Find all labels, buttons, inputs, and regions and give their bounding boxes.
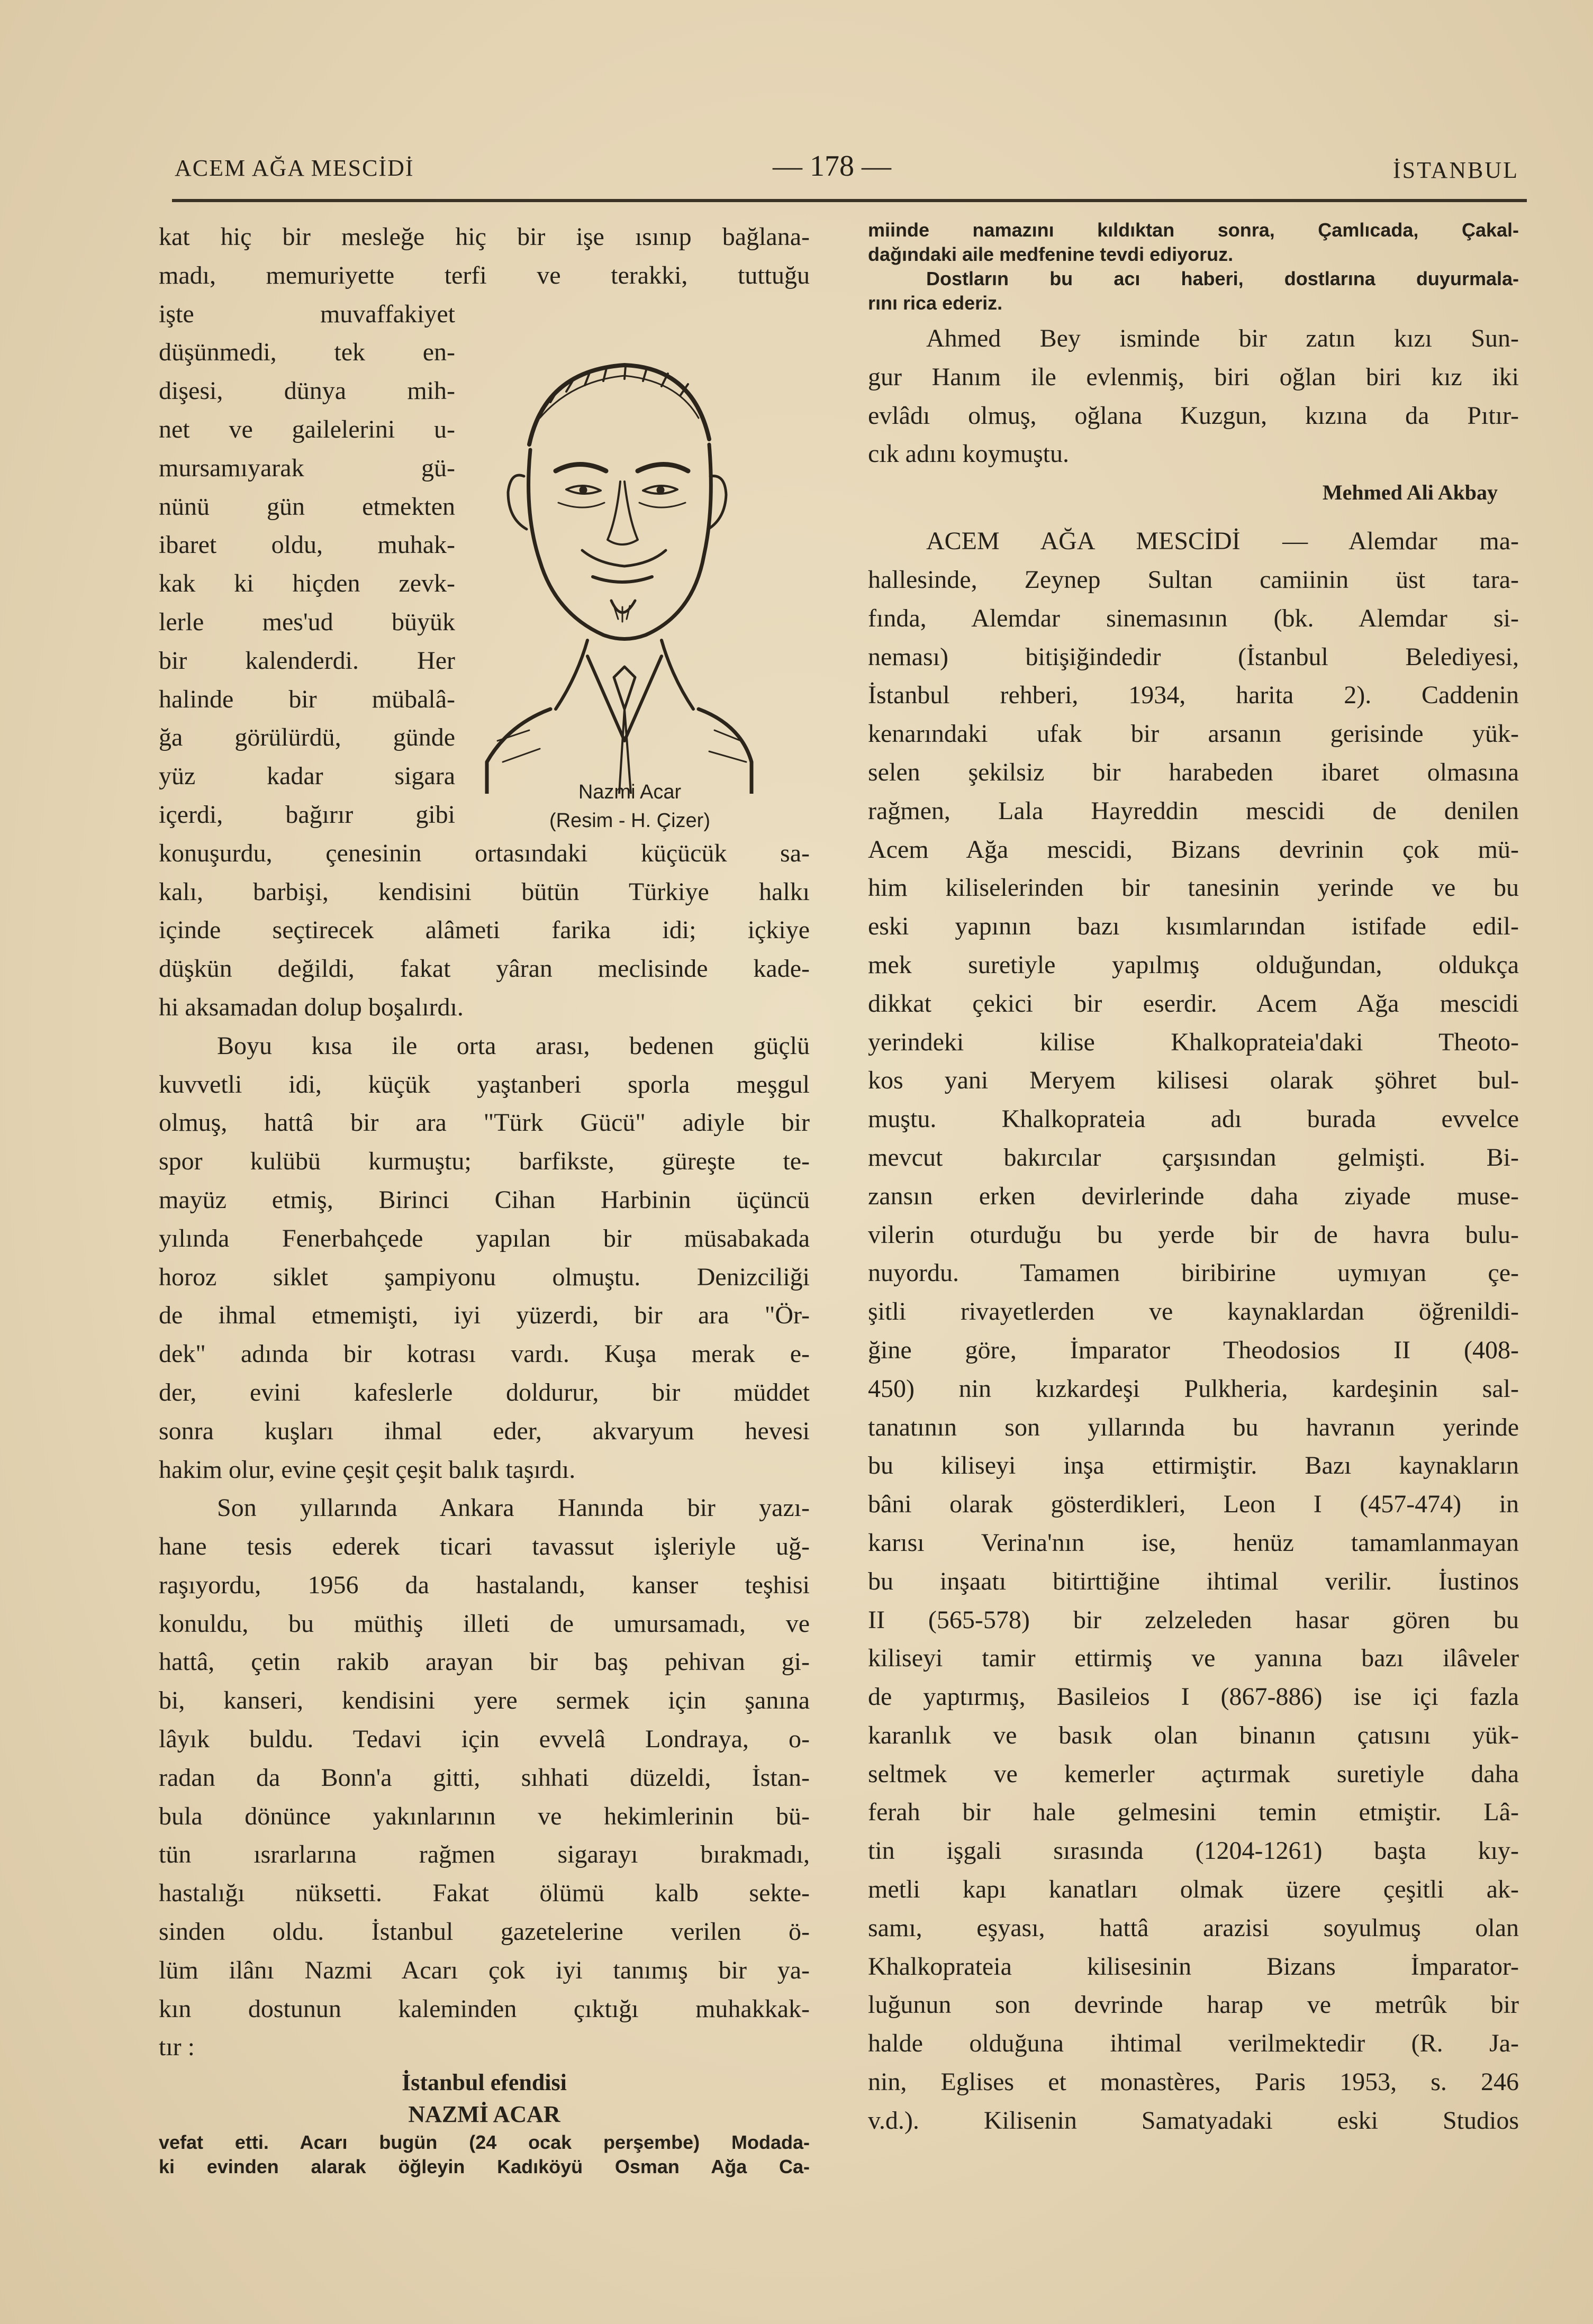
text-line: cık adını koymuştu. — [868, 440, 1069, 468]
notice-line: ki evinden alarak öğleyin Kadıköyü Osman Ağa Ca- — [159, 2156, 810, 2178]
text-line: ferah bir hale gelmesini temin etmiştir. Lâ- — [868, 1798, 1519, 1827]
right-column — [868, 218, 1519, 2140]
text-line: muştu. Khalkoprateia adı burada evvelce — [868, 1105, 1519, 1133]
text-line: dikkat çekici bir eserdir. Acem Ağa mescidi — [868, 989, 1519, 1018]
text-line: hane tesis ederek ticari tavassut işleriyle uğ- — [159, 1532, 810, 1561]
text-line: luğunun son devrinde harap ve metrûk bir — [868, 1991, 1519, 2019]
text-line: evlâdı olmuş, oğlana Kuzgun, kızına da Pıtır- — [868, 401, 1519, 430]
page-number: — 178 — — [773, 150, 891, 183]
text-line: hakim olur, evine çeşit çeşit balık taşırdı. — [159, 1455, 576, 1484]
text-line: kiliseyi tamir ettirmiş ve yanına bazı ilâveler — [868, 1644, 1519, 1673]
text-line: İstanbul rehberi, 1934, harita 2). Caddenin — [868, 681, 1519, 710]
text-line: yılında Fenerbahçede yapılan bir müsabakada — [159, 1224, 810, 1252]
text-line: Boyu kısa ile orta arası, bedenen güçlü — [217, 1031, 810, 1060]
text-line: tır : — [159, 2033, 195, 2062]
running-head — [175, 149, 1519, 192]
notice-line: dağındaki aile medfenine tevdi ediyoruz. — [868, 243, 1234, 265]
text-line: lâyık buldu. Tedavi için evvelâ Londraya, o- — [159, 1725, 810, 1754]
entry-heading-line: ACEM AĞA MESCİDİ — Alemdar ma- — [926, 527, 1519, 556]
text-line: Khalkoprateia kilisesinin Bizans İmparator- — [868, 1952, 1519, 1981]
text-line: bu inşaatı bitirttiğine ihtimal verilir. İustinos — [868, 1567, 1519, 1595]
text-line: sinden oldu. İstanbul gazetelerine verilen ö- — [159, 1918, 810, 1946]
text-line: kuvvetli idi, küçük yaştanberi sporla meşgul — [159, 1070, 810, 1099]
text-line: düşünmedi, tek en- — [159, 338, 455, 367]
text-line: radan da Bonn'a gitti, sıhhati düzeldi, İstan- — [159, 1763, 810, 1792]
text-line: der, evini kafeslerle doldurur, bir müddet — [159, 1378, 810, 1406]
text-line: hastalığı nüksetti. Fakat ölümü kalb sekte- — [159, 1879, 810, 1908]
text-line: metli kapı kanatları olmak üzere çeşitli ak- — [868, 1875, 1519, 1904]
caption-name: Nazmi Acar — [578, 781, 682, 803]
text-line: gur Hanım ile evlenmiş, biri oğlan biri kız iki — [868, 362, 1519, 391]
text-line: lüm ilânı Nazmi Acarı çok iyi tanımış bir ya- — [159, 1956, 810, 1984]
text-line: halinde bir mübalâ- — [159, 685, 455, 713]
text-line: olmuş, hattâ bir ara "Türk Gücü" adiyle bir — [159, 1109, 810, 1137]
text-line: eski yapının bazı kısımlarından istifade edil- — [868, 912, 1519, 941]
text-line: Ahmed Bey isminde bir zatın kızı Sun- — [926, 324, 1519, 352]
text-line: yerindeki kilise Khalkoprateia'daki Theoto- — [868, 1028, 1519, 1056]
text-line: içerdi, bağırır gibi — [159, 800, 455, 829]
header-entry-title: ACEM AĞA MESCİDİ — [175, 155, 414, 181]
text-line: lerle mes'ud büyük — [159, 607, 455, 636]
text-line: madı, memuriyette terfi ve terakki, tuttuğu — [159, 261, 810, 289]
header-rule — [172, 199, 1527, 202]
text-line: v.d.). Kilisenin Samatyadaki eski Studios — [868, 2106, 1519, 2135]
notice-line: rını rica ederiz. — [868, 292, 1003, 314]
portrait-sketch — [466, 339, 762, 794]
text-line: konuşurdu, çenesinin ortasındaki küçücük sa- — [159, 839, 810, 867]
text-line: içinde seçtirecek alâmeti farika idi; içkiye — [159, 916, 810, 945]
text-line: hattâ, çetin rakib arayan bir baş pehivan gi- — [159, 1648, 810, 1676]
text-line: spor kulübü kurmuştu; barfikste, güreşte te- — [159, 1147, 810, 1176]
text-line: nin, Eglises et monastères, Paris 1953, s. 246 — [868, 2068, 1519, 2096]
notice-line: vefat etti. Acarı bugün (24 ocak perşembe) Modada- — [159, 2131, 810, 2154]
text-line: nünü gün etmekten — [159, 492, 455, 521]
text-line: de yaptırmış, Basileios I (867-886) ise içi fazla — [868, 1683, 1519, 1711]
text-line: nuyordu. Tamamen biribirine uymıyan çe- — [868, 1259, 1519, 1287]
text-line: işte muvaffakiyet — [159, 299, 455, 328]
text-line: selen şekilsiz bir harabeden ibaret olmasına — [868, 758, 1519, 786]
text-line: tin işgali sırasında (1204-1261) başta kıy- — [868, 1837, 1519, 1865]
text-line: halde olduğuna ihtimal verilmektedir (R. Ja- — [868, 2029, 1519, 2058]
text-line: bi, kanseri, kendisini yere sermek için şanına — [159, 1686, 810, 1715]
text-line: de ihmal etmemişti, iyi yüzerdi, bir ara "Ör- — [159, 1301, 810, 1330]
left-body — [159, 834, 810, 2067]
text-line: vilerin oturduğu bu yerde bir de havra bulu- — [868, 1220, 1519, 1249]
caption-credit: (Resim - H. Çizer) — [549, 810, 710, 832]
text-line: düşkün değildi, fakat yâran meclisinde kade- — [159, 955, 810, 983]
text-line: seltmek ve kemerler açtırmak suretiyle daha — [868, 1759, 1519, 1788]
text-line: rağmen, Lala Hayreddin mescidi de denilen — [868, 796, 1519, 825]
text-line: kos yani Meryem kilisesi olarak şöhret bul- — [868, 1066, 1519, 1095]
text-line: II (565-578) bir zelzeleden hasar gören bu — [868, 1605, 1519, 1634]
text-line: bir kalenderdi. Her — [159, 646, 455, 675]
notice-line: miinde namazını kıldıktan sonra, Çamlıcada, Çakal- — [868, 219, 1519, 241]
text-line: kalı, barbişi, kendisini bütün Türkiye halkı — [159, 877, 810, 906]
text-line: bâni olarak gösterdikleri, Leon I (457-474) in — [868, 1490, 1519, 1519]
text-line: mayüz etmiş, Birinci Cihan Harbinin üçüncü — [159, 1185, 810, 1214]
text-line: tün ısrarlarına rağmen sigarayı bırakmadı, — [159, 1840, 810, 1869]
text-line: mek suretiyle yapılmış olduğundan, oldukça — [868, 950, 1519, 979]
text-line: ğine göre, İmparator Theodosios II (408- — [868, 1336, 1519, 1364]
text-line: him kiliselerinden bir tanesinin yerinde ve bu — [868, 874, 1519, 902]
text-line: Acem Ağa mescidi, Bizans devrinin çok mü- — [868, 835, 1519, 864]
text-line: samı, eşyası, hattâ arazisi soyulmuş olan — [868, 1913, 1519, 1942]
notice-title: İstanbul efendisi — [402, 2069, 567, 2096]
text-line: şitli rivayetlerden ve kaynaklardan öğrenildi- — [868, 1297, 1519, 1326]
text-line: net ve gailelerini u- — [159, 415, 455, 443]
text-line: kın dostunun kaleminden çıktığı muhakkak- — [159, 1994, 810, 2023]
text-line: bu kiliseyi inşa ettirmiştir. Bazı kaynakların — [868, 1451, 1519, 1480]
text-line: ibaret oldu, muhak- — [159, 531, 455, 559]
text-line: hallesinde, Zeynep Sultan camiinin üst tara- — [868, 565, 1519, 594]
text-line: karanlık ve basık olan binanın çatısını yük- — [868, 1721, 1519, 1749]
portrait-caption — [492, 778, 767, 835]
text-line: ğa görülürdü, günde — [159, 723, 455, 752]
notice-name: NAZMİ ACAR — [408, 2101, 560, 2128]
text-line: konuldu, bu müthiş illeti de umursamadı, ve — [159, 1609, 810, 1638]
entry-acem-aga-mescidi — [868, 522, 1519, 2140]
notice-line: Dostların bu acı haberi, dostlarına duyurmala- — [926, 268, 1519, 289]
header-section: İSTANBUL — [1392, 157, 1519, 183]
text-line: bula dönünce yakınlarının ve hekimlerinin bü- — [159, 1802, 810, 1830]
text-line: neması) bitişiğindedir (İstanbul Belediyesi, — [868, 642, 1519, 671]
text-line: yüz kadar sigara — [159, 762, 455, 791]
text-line: raşıyordu, 1956 da hastalandı, kanser teşhisi — [159, 1570, 810, 1599]
text-line: sonra kuşları ihmal eder, akvaryum hevesi — [159, 1417, 810, 1445]
text-line: dişesi, dünya mih- — [159, 377, 455, 405]
text-line: mursamıyarak gü- — [159, 453, 455, 482]
text-line: horoz siklet şampiyonu olmuştu. Denizciliği — [159, 1263, 810, 1291]
text-line: kat hiç bir mesleğe hiç bir işe ısınıp bağlana- — [159, 223, 810, 251]
text-line: kak ki hiçden zevk- — [159, 569, 455, 598]
author-signature: Mehmed Ali Akbay — [1322, 480, 1498, 505]
text-line: zansın erken devirlerinde daha ziyade muse- — [868, 1182, 1519, 1210]
text-line: karısı Verina'nın ise, henüz tamamlanmayan — [868, 1528, 1519, 1557]
text-line: Son yıllarında Ankara Hanında bir yazı- — [217, 1494, 810, 1522]
text-line: kenarındaki ufak bir arsanın gerisinde yük- — [868, 720, 1519, 748]
text-line: tanatının son yıllarında bu havranın yerinde — [868, 1413, 1519, 1441]
text-line: fında, Alemdar sinemasının (bk. Alemdar si- — [868, 604, 1519, 632]
text-line: mevcut bakırcılar çarşısından gelmişti. Bi- — [868, 1143, 1519, 1172]
text-line: dek" adında bir kotrası vardı. Kuşa merak e- — [159, 1340, 810, 1368]
text-line: 450) nin kızkardeşi Pulkheria, kardeşinin sal- — [868, 1374, 1519, 1403]
text-line: hi aksamadan dolup boşalırdı. — [159, 993, 464, 1021]
